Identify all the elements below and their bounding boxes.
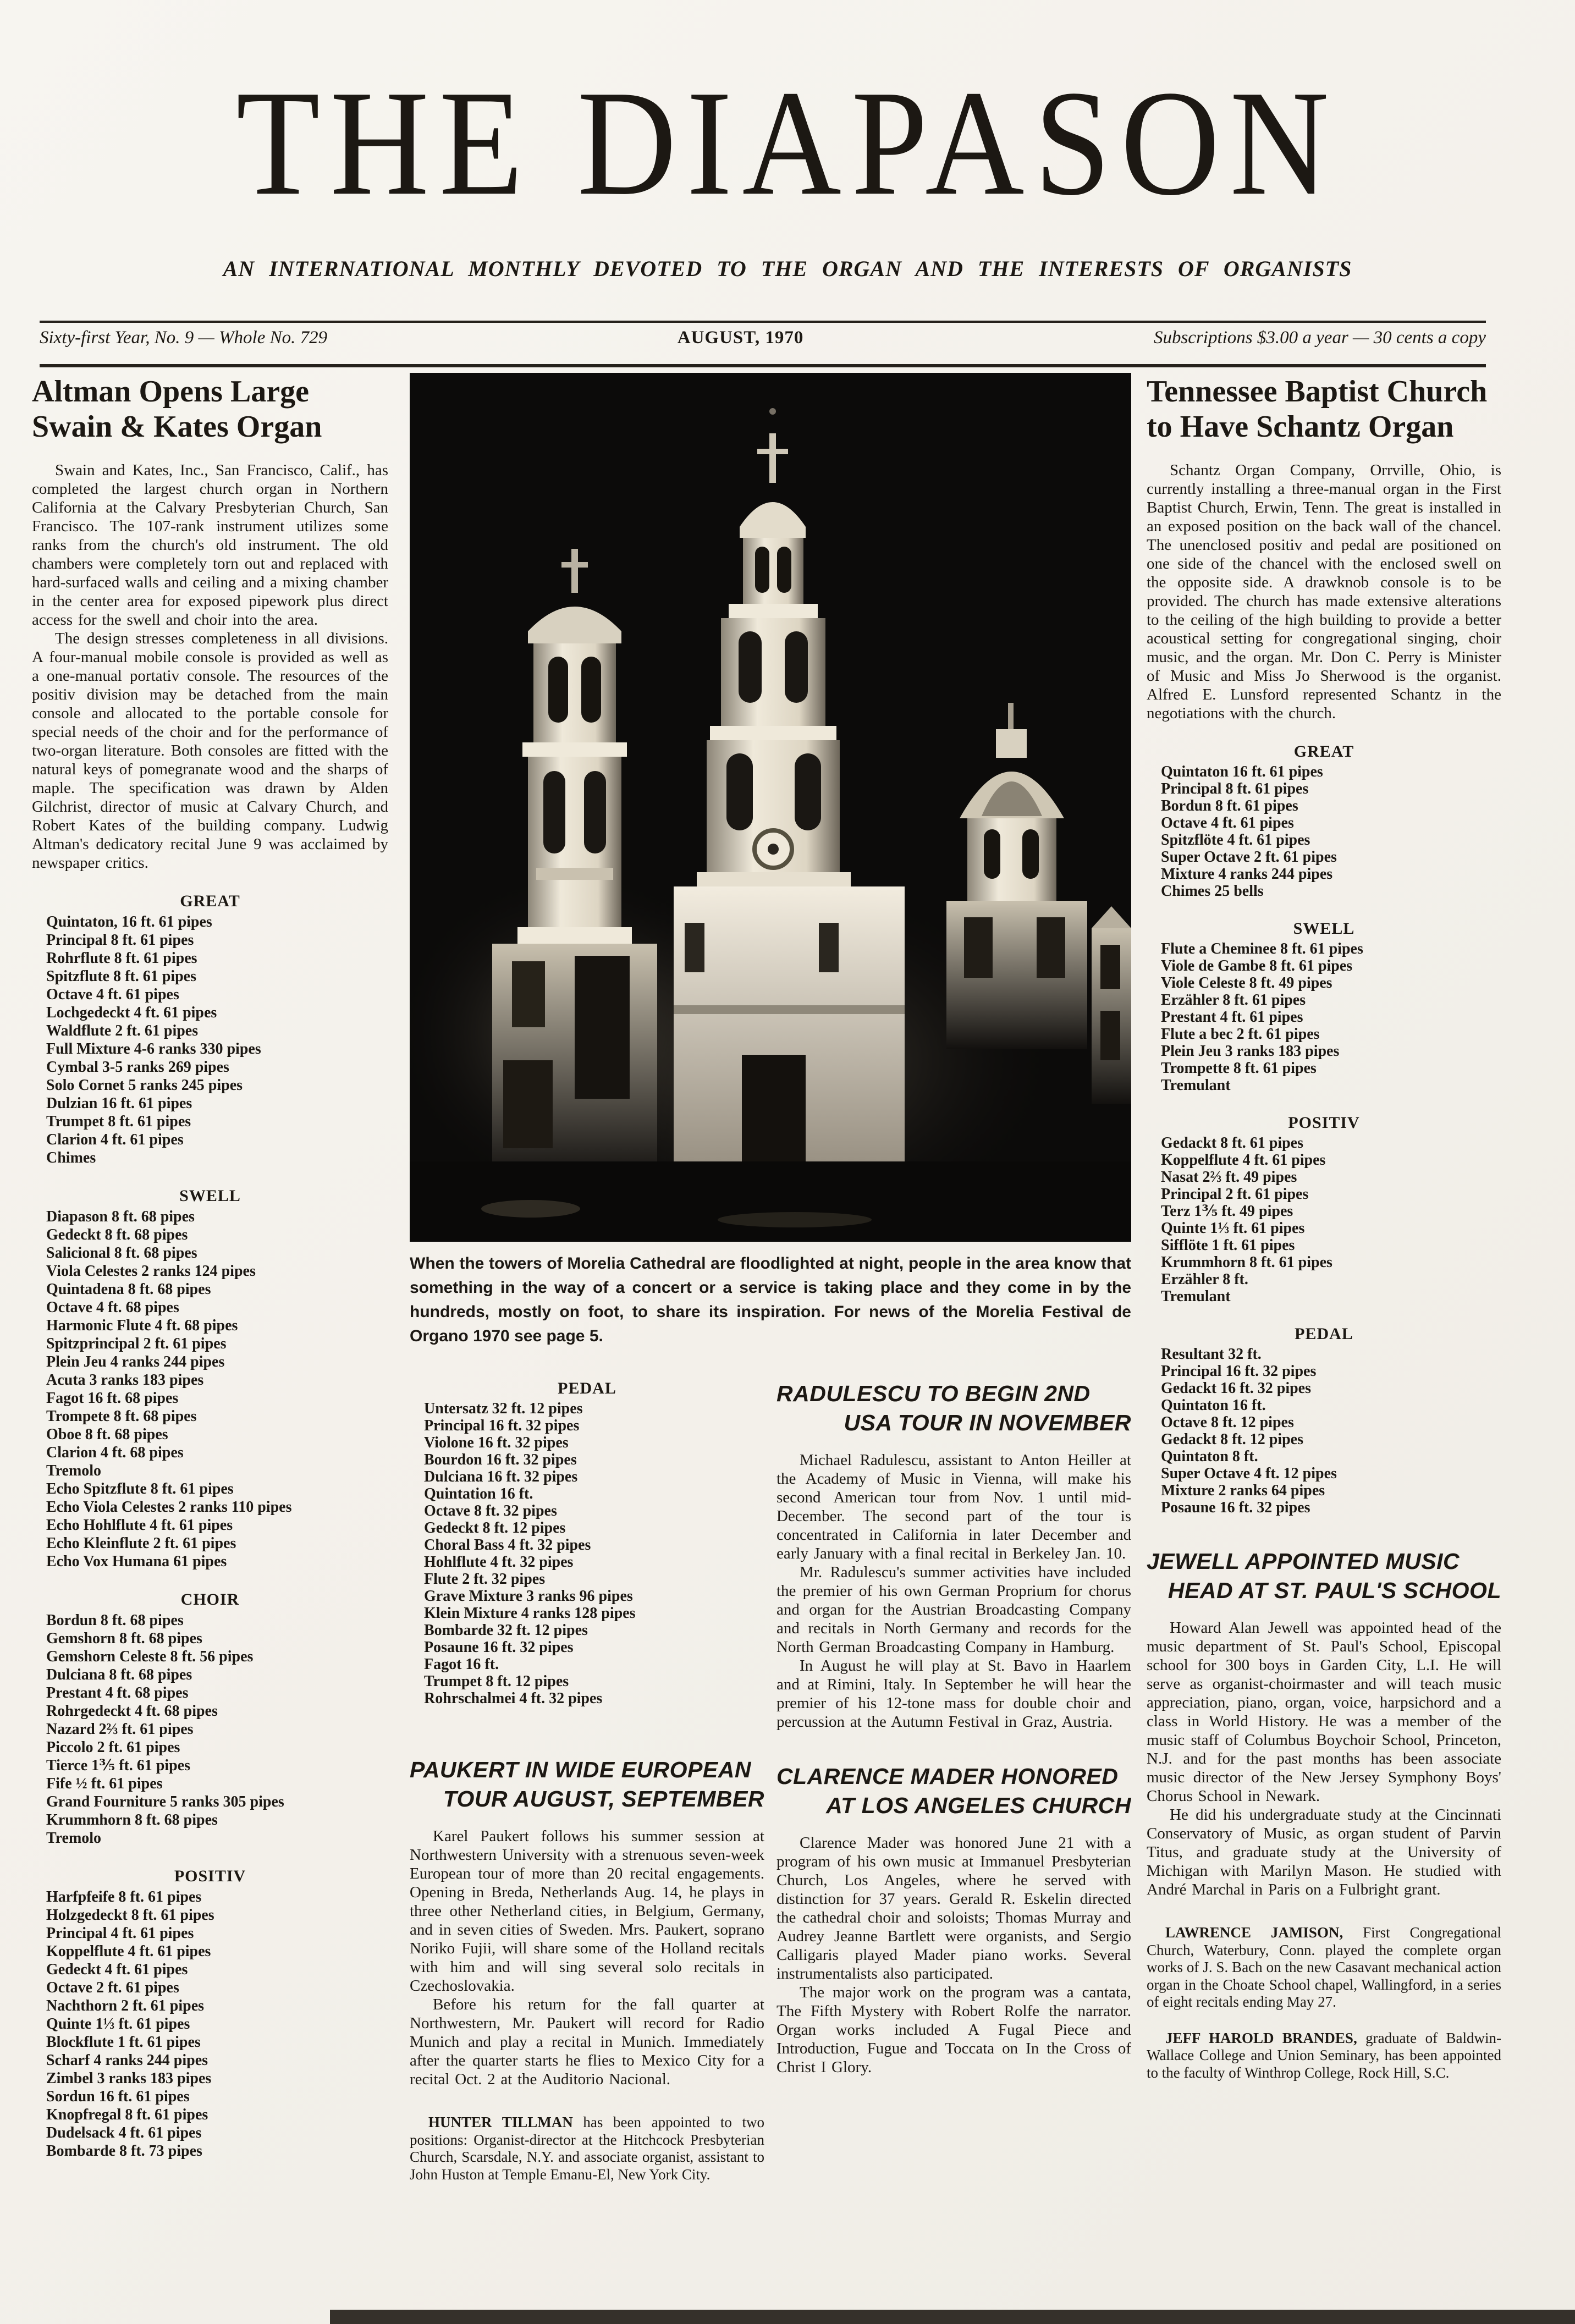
paragraph: He did his undergraduate study at the Cincinnati Conservatory of Music, as organ student of Parvin Titus, and graduate study at the University of Michigan with Marilyn Mason. He studied with André Marchal in Paris on a Fulbright grant.	[1147, 1806, 1501, 1898]
stop-line: Sifflöte 1 ft. 61 pipes	[1161, 1237, 1295, 1254]
stop-line: Spitzflöte 4 ft. 61 pipes	[1161, 831, 1310, 849]
left-column	[32, 374, 388, 2160]
stop-line: Super Octave 4 ft. 12 pipes	[1161, 1465, 1337, 1482]
paragraph: Howard Alan Jewell was appointed head of the music department of St. Paul's School, Episcopal school for 300 boys in Garden City, L.I. He will serve as organist-choirmaster and will teach music appreciation, piano, organ, voice, harpsichord and a class in World History. He was a member of the music staff of Columbus Boychoir School, Princeton, N.J. and for the past months has been associate music director of the New Jersey Symphony Boys' Chorus School in Newark.	[1147, 1619, 1501, 1805]
division-heading: SWELL	[1293, 919, 1355, 938]
stop-line: Grave Mixture 3 ranks 96 pipes	[424, 1588, 633, 1605]
stop-line: Diapason 8 ft. 68 pipes	[46, 1208, 195, 1225]
stop-line: Nachthorn 2 ft. 61 pipes	[46, 1997, 205, 2014]
stop-line: Fife ½ ft. 61 pipes	[46, 1775, 163, 1792]
stop-line: Octave 4 ft. 61 pipes	[1161, 814, 1294, 831]
paragraph: Clarence Mader was honored June 21 with a program of his own music at Immanuel Presbyterian Church, Los Angeles, where he served with distinction for 37 years. Gerald R. Eskelin directed the cathedral choir and soloists; Thomas Murray and Audrey Jeanne Bartlett were organists, and Sergio Calligaris played Mader piano works. Several instrumentalists also participated.	[777, 1834, 1131, 1982]
stop-line: Viole Celeste 8 ft. 49 pipes	[1161, 974, 1332, 992]
positiv-stoplist-right	[1147, 1135, 1501, 1305]
note-rest: First Congregational Church, Waterbury, Conn. played the complete organ works of J. S. Bach on the new Casavant mechanical action organ in the Choate School chapel, Wallingford, in a series of eight recitals ending May 27.	[1147, 1924, 1501, 2010]
swell-stoplist	[32, 1208, 388, 1571]
paragraph: Michael Radulescu, assistant to Anton Heiller at the Academy of Music in Vienna, will make his second American tour from Nov. 1 until mid-December. The second part of the tour is concentrated in California in later December and early January with a final recital in Berkeley Jan. 10.	[777, 1451, 1131, 1562]
stop-line: Posaune 16 ft. 32 pipes	[424, 1639, 574, 1656]
stop-line: Resultant 32 ft.	[1161, 1346, 1262, 1363]
stop-line: Bombarde 8 ft. 73 pipes	[46, 2143, 202, 2160]
stop-line: Principal 16 ft. 32 pipes	[424, 1417, 580, 1434]
paragraph: Schantz Organ Company, Orrville, Ohio, is currently installing a three-manual organ in the First Baptist Church, Erwin, Tenn. The great is installed in an exposed position on the back wall of the chancel. The unenclosed positiv and pedal are positioned on one side of the chancel with the enclosed swell on the opposite side. A drawknob console is to be provided. The church has made extensive alterations to the ceiling of the high building to provide a better acoustical setting for congregational singing, choir music, and the organ. Mr. Don C. Perry is Minister of Music and Miss Jo Sherwood is the organist. Alfred E. Lunsford represented Schantz in the negotiations with the church.	[1147, 461, 1501, 722]
stop-line: Sordun 16 ft. 61 pipes	[46, 2088, 190, 2105]
stop-line: Harmonic Flute 4 ft. 68 pipes	[46, 1317, 238, 1334]
subscription-price: Subscriptions $3.00 a year — 30 cents a copy	[1153, 328, 1486, 348]
division-heading: PEDAL	[1295, 1325, 1353, 1343]
stop-line: Principal 8 ft. 61 pipes	[46, 932, 194, 949]
stop-line: Octave 4 ft. 68 pipes	[46, 1299, 179, 1316]
paukert-body	[410, 1827, 764, 2089]
stop-line: Tremolo	[46, 1830, 102, 1847]
stop-line: Dulzian 16 ft. 61 pipes	[46, 1095, 192, 1112]
left-article-body	[32, 461, 388, 872]
stop-line: Bourdon 16 ft. 32 pipes	[424, 1451, 577, 1468]
stop-line: Choral Bass 4 ft. 32 pipes	[424, 1537, 591, 1554]
stop-line: Rohrflute 8 ft. 61 pipes	[46, 950, 197, 967]
swell-stoplist-right	[1147, 940, 1501, 1094]
stop-line: Octave 8 ft. 32 pipes	[424, 1502, 557, 1519]
division-pedal	[410, 1379, 764, 1707]
paragraph: Karel Paukert follows his summer session at Northwestern University with a strenuous seven-week European tour of more than 20 recital engagements. Opening in Breda, Netherlands Aug. 14, he plays in three other Netherland cities, in Belgium, Germany, and in seven cities of Sweden. Mrs. Paukert, soprano Noriko Fujii, will share some of the Holland recitals with him and will sing several solo recitals in Czechoslovakia.	[410, 1827, 764, 1995]
stop-line: Echo Vox Humana 61 pipes	[46, 1553, 227, 1570]
brandes-note	[1147, 2030, 1501, 2082]
headline-line: to Have Schantz Organ	[1147, 410, 1454, 444]
issue-number: Sixty-first Year, No. 9 — Whole No. 729	[40, 328, 328, 348]
stop-line: Echo Hohlflute 4 ft. 61 pipes	[46, 1517, 233, 1534]
photo-block	[410, 373, 1131, 1365]
stop-line: Dudelsack 4 ft. 61 pipes	[46, 2124, 202, 2141]
stop-line: Grand Fourniture 5 ranks 305 pipes	[46, 1793, 284, 1810]
stop-line: Viola Celestes 2 ranks 124 pipes	[46, 1263, 256, 1280]
division-heading: CHOIR	[180, 1590, 240, 1609]
stop-line: Plein Jeu 4 ranks 244 pipes	[46, 1353, 225, 1370]
stop-line: Super Octave 2 ft. 61 pipes	[1161, 849, 1337, 866]
right-column	[1147, 374, 1501, 2096]
stop-line: Echo Kleinflute 2 ft. 61 pipes	[46, 1535, 236, 1552]
headline-line: Tennessee Baptist Church	[1147, 375, 1488, 409]
headline-line: HEAD AT ST. PAUL'S SCHOOL	[1168, 1578, 1501, 1603]
note-lead: LAWRENCE JAMISON,	[1165, 1924, 1343, 1941]
paragraph: Mr. Radulescu's summer activities have included the premier of his own German Proprium for chorus and organ for the Austrian Broadcasting Company and recitals in North Germany and records for the North German Broadcasting Company in Hamburg.	[777, 1563, 1131, 1656]
stop-line: Tremolo	[46, 1462, 102, 1479]
division-positiv	[32, 1867, 388, 2160]
stop-line: Quinte 1⅓ ft. 61 pipes	[1161, 1220, 1305, 1237]
stop-line: Principal 4 ft. 61 pipes	[46, 1925, 194, 1942]
stop-line: Fagot 16 ft. 68 pipes	[46, 1390, 179, 1407]
division-pedal-right	[1147, 1325, 1501, 1516]
stop-line: Knopfregal 8 ft. 61 pipes	[46, 2106, 208, 2123]
division-choir	[32, 1590, 388, 1847]
great-stoplist	[32, 913, 388, 1167]
stop-line: Bordun 8 ft. 68 pipes	[46, 1612, 184, 1629]
stop-line: Terz 1⅗ ft. 49 pipes	[1161, 1203, 1293, 1220]
stop-line: Quintaton, 16 ft. 61 pipes	[46, 913, 212, 930]
paragraph: Before his return for the fall quarter at Northwestern, Mr. Paukert will record for Radio Munich and play a recital in Munich. Immediately after the quarter starts he flies to Mexico City for a recital Oct. 2 at the Auditorio Nacional.	[410, 1996, 764, 2088]
headline-line: USA TOUR IN NOVEMBER	[844, 1410, 1131, 1435]
stop-line: Echo Spitzflute 8 ft. 61 pipes	[46, 1480, 234, 1497]
stop-line: Octave 8 ft. 12 pipes	[1161, 1414, 1294, 1431]
stop-line: Koppelflute 4 ft. 61 pipes	[1161, 1152, 1326, 1169]
positiv-stoplist	[32, 1888, 388, 2160]
right-article-body	[1147, 461, 1501, 723]
stop-line: Zimbel 3 ranks 183 pipes	[46, 2070, 212, 2087]
stop-line: Gedeckt 4 ft. 61 pipes	[46, 1961, 188, 1978]
stop-line: Piccolo 2 ft. 61 pipes	[46, 1739, 180, 1756]
stop-line: Nazard 2⅔ ft. 61 pipes	[46, 1721, 194, 1738]
stop-line: Dulciana 8 ft. 68 pipes	[46, 1666, 192, 1683]
stop-line: Tremulant	[1161, 1288, 1231, 1305]
mader-headline	[777, 1762, 1131, 1820]
photo-caption: When the towers of Morelia Cathedral are floodlighted at night, people in the area know that something in the way of a concert or a service is taking place and they come in by the hundreds, mostly on foot, to share its inspiration. For news of the Morelia Festival de Organo 1970 see page 5.	[410, 1254, 1131, 1345]
stop-line: Chimes	[46, 1149, 96, 1166]
choir-stoplist	[32, 1611, 388, 1847]
division-swell	[32, 1187, 388, 1571]
stop-line: Scharf 4 ranks 244 pipes	[46, 2052, 208, 2069]
stop-line: Viole de Gambe 8 ft. 61 pipes	[1161, 957, 1353, 974]
masthead-title: THE DIAPASON	[236, 59, 1339, 227]
stop-line: Principal 8 ft. 61 pipes	[1161, 780, 1309, 797]
masthead-subtitle: AN INTERNATIONAL MONTHLY DEVOTED TO THE ORGAN AND THE INTERESTS OF ORGANISTS	[223, 256, 1352, 281]
headline-line: Swain & Kates Organ	[32, 410, 322, 444]
cathedral-photo	[410, 373, 1131, 1242]
division-heading: SWELL	[179, 1187, 241, 1205]
stop-line: Principal 16 ft. 32 pipes	[1161, 1363, 1317, 1380]
stop-line: Chimes 25 bells	[1161, 883, 1264, 900]
pedal-stoplist	[410, 1400, 764, 1707]
division-heading: GREAT	[180, 892, 240, 910]
stop-line: Quintaton 8 ft.	[1161, 1448, 1258, 1465]
stop-line: Violone 16 ft. 32 pipes	[424, 1434, 569, 1451]
headline-line: AT LOS ANGELES CHURCH	[826, 1793, 1131, 1818]
paragraph: Swain and Kates, Inc., San Francisco, Calif., has completed the largest church organ in Northern California at the Calvary Presbyterian Church, San Francisco. The 107-rank instrument utilizes some ranks from the church's old instrument. The old chambers were completely torn out and replaced with hard-surfaced walls and ceiling and a mixing chamber in the center area for exposed pipework plus direct access for the swell and choir into the area.	[32, 461, 388, 629]
division-heading: GREAT	[1293, 742, 1354, 761]
stop-line: Clarion 4 ft. 68 pipes	[46, 1444, 184, 1461]
note-rest: graduate of Baldwin-Wallace College and Union Seminary, has been appointed to the faculty of Winthrop College, Rock Hill, S.C.	[1147, 2029, 1502, 2081]
stop-line: Trumpet 8 ft. 61 pipes	[46, 1113, 191, 1130]
paragraph: The design stresses completeness in all divisions. A four-manual mobile console is provided as well as a one-manual portativ console. The resources of the positiv division may be detached from the main console and allocated to the portable console for special needs of the choir and for the performance of two-organ literature. Both consoles are fitted with the natural keys of pomegranate wood and the sharps of maple. The specification was drawn by Alden Gilchrist, director of music at Calvary Church, and Robert Kates of the building company. Ludwig Altman's dedicatory recital June 9 was acclaimed by newspaper critics.	[32, 630, 388, 872]
stop-line: Spitzflute 8 ft. 61 pipes	[46, 968, 196, 985]
stop-line: Echo Viola Celestes 2 ranks 110 pipes	[46, 1499, 292, 1516]
stop-line: Krummhorn 8 ft. 68 pipes	[46, 1811, 218, 1829]
headline-line: Altman Opens Large	[32, 375, 309, 409]
stop-line: Koppelflute 4 ft. 61 pipes	[46, 1943, 211, 1960]
stop-line: Bordun 8 ft. 61 pipes	[1161, 797, 1298, 814]
stop-line: Cymbal 3-5 ranks 269 pipes	[46, 1059, 229, 1076]
stop-line: Quintadena 8 ft. 68 pipes	[46, 1281, 211, 1298]
headline-line: JEWELL APPOINTED MUSIC	[1147, 1549, 1460, 1574]
stop-line: Gemshorn 8 ft. 68 pipes	[46, 1630, 202, 1647]
right-article-headline	[1147, 374, 1501, 444]
radulescu-body	[777, 1451, 1131, 1731]
far-right-facade	[1092, 906, 1131, 1104]
division-great-right	[1147, 742, 1501, 900]
stop-line: Holzgedeckt 8 ft. 61 pipes	[46, 1907, 214, 1924]
stop-line: Plein Jeu 3 ranks 183 pipes	[1161, 1043, 1340, 1060]
headline-line: PAUKERT IN WIDE EUROPEAN	[410, 1757, 751, 1782]
radulescu-headline	[777, 1379, 1131, 1438]
stop-line: Quintation 16 ft.	[424, 1485, 533, 1502]
stop-line: Bombarde 32 ft. 12 pipes	[424, 1622, 588, 1639]
stop-line: Flute 2 ft. 32 pipes	[424, 1571, 546, 1588]
division-swell-right	[1147, 919, 1501, 1094]
stop-line: Posaune 16 ft. 32 pipes	[1161, 1499, 1310, 1516]
stop-line: Full Mixture 4-6 ranks 330 pipes	[46, 1040, 261, 1058]
stop-line: Gemshorn Celeste 8 ft. 56 pipes	[46, 1648, 254, 1665]
stop-line: Acuta 3 ranks 183 pipes	[46, 1372, 204, 1389]
dateline-rule-bottom	[40, 364, 1486, 367]
stop-line: Quintaton 16 ft. 61 pipes	[1161, 763, 1323, 780]
division-heading: PEDAL	[558, 1379, 616, 1397]
stop-line: Prestant 4 ft. 61 pipes	[1161, 1009, 1303, 1026]
stop-line: Oboe 8 ft. 68 pipes	[46, 1426, 168, 1443]
stop-line: Waldflute 2 ft. 61 pipes	[46, 1022, 199, 1039]
stop-line: Trompette 8 ft. 61 pipes	[1161, 1060, 1317, 1077]
jewell-body	[1147, 1618, 1501, 1899]
stop-line: Prestant 4 ft. 68 pipes	[46, 1684, 189, 1701]
stop-line: Quintaton 16 ft.	[1161, 1397, 1266, 1414]
division-heading: POSITIV	[174, 1867, 246, 1885]
division-heading: POSITIV	[1288, 1114, 1360, 1132]
stop-line: Erzähler 8 ft. 61 pipes	[1161, 992, 1306, 1009]
jamison-note	[1147, 1924, 1501, 2011]
headline-line: RADULESCU TO BEGIN 2ND	[777, 1381, 1091, 1406]
scan-artifact-bottom	[330, 2310, 1575, 2324]
stop-line: Mixture 4 ranks 244 pipes	[1161, 866, 1333, 883]
middle-left-column	[410, 1379, 764, 2198]
stop-line: Trompete 8 ft. 68 pipes	[46, 1408, 197, 1425]
stop-line: Nasat 2⅔ ft. 49 pipes	[1161, 1169, 1297, 1186]
pedal-stoplist-right	[1147, 1346, 1501, 1516]
stop-line: Rohrschalmei 4 ft. 32 pipes	[424, 1690, 603, 1707]
stop-line: Clarion 4 ft. 61 pipes	[46, 1131, 184, 1148]
mader-body	[777, 1833, 1131, 2077]
stop-line: Untersatz 32 ft. 12 pipes	[424, 1400, 583, 1417]
stop-line: Quinte 1⅓ ft. 61 pipes	[46, 2015, 190, 2033]
stop-line: Fagot 16 ft.	[424, 1656, 499, 1673]
stop-line: Trumpet 8 ft. 12 pipes	[424, 1673, 569, 1690]
stop-line: Hohlflute 4 ft. 32 pipes	[424, 1554, 574, 1571]
headline-line: TOUR AUGUST, SEPTEMBER	[443, 1786, 764, 1811]
paragraph: In August he will play at St. Bavo in Haarlem and at Rimini, Italy. In September he will hear the premier of his 12-tone mass for double choir and percussion at the Autumn Festival in Graz, Austria.	[777, 1657, 1131, 1731]
stop-line: Solo Cornet 5 ranks 245 pipes	[46, 1077, 243, 1094]
note-rest: has been appointed to two positions: Organist-director at the Hitchcock Presbyterian Church, Scarsdale, N.Y. and associate organist, assistant to John Huston at Temple Emanu-El, New York City.	[410, 2114, 764, 2183]
stop-line: Harfpfeife 8 ft. 61 pipes	[46, 1888, 202, 1906]
dateline	[40, 328, 1486, 348]
stop-line: Krummhorn 8 ft. 61 pipes	[1161, 1254, 1332, 1271]
stop-line: Blockflute 1 ft. 61 pipes	[46, 2034, 201, 2051]
stop-line: Gedeckt 8 ft. 68 pipes	[46, 1226, 188, 1243]
stop-line: Gedackt 8 ft. 12 pipes	[1161, 1431, 1303, 1448]
stop-line: Salicional 8 ft. 68 pipes	[46, 1244, 197, 1262]
jewell-headline	[1147, 1547, 1501, 1605]
stop-line: Lochgedeckt 4 ft. 61 pipes	[46, 1004, 217, 1021]
stop-line: Octave 2 ft. 61 pipes	[46, 1979, 179, 1996]
headline-line: CLARENCE MADER HONORED	[777, 1764, 1119, 1789]
dateline-rule-top	[40, 321, 1486, 323]
stop-line: Klein Mixture 4 ranks 128 pipes	[424, 1605, 636, 1622]
note-lead: JEFF HAROLD BRANDES,	[1165, 2029, 1357, 2046]
note-lead: HUNTER TILLMAN	[428, 2114, 573, 2130]
issue-date: AUGUST, 1970	[677, 328, 804, 348]
stop-line: Flute a bec 2 ft. 61 pipes	[1161, 1026, 1320, 1043]
great-stoplist-right	[1147, 763, 1501, 900]
division-great	[32, 892, 388, 1167]
stop-line: Dulciana 16 ft. 32 pipes	[424, 1468, 578, 1485]
tillman-note	[410, 2114, 764, 2183]
stop-line: Gedackt 8 ft. 61 pipes	[1161, 1135, 1303, 1152]
middle-right-column	[777, 1379, 1131, 2077]
division-positiv-right	[1147, 1114, 1501, 1305]
stop-line: Gedeckt 8 ft. 12 pipes	[424, 1519, 566, 1537]
stop-line: Rohrgedeckt 4 ft. 68 pipes	[46, 1703, 218, 1720]
stop-line: Tierce 1⅗ ft. 61 pipes	[46, 1757, 191, 1774]
left-article-headline	[32, 374, 388, 444]
stop-line: Principal 2 ft. 61 pipes	[1161, 1186, 1309, 1203]
stop-line: Spitzprincipal 2 ft. 61 pipes	[46, 1335, 227, 1352]
stop-line: Flute a Cheminee 8 ft. 61 pipes	[1161, 940, 1363, 957]
stop-line: Erzähler 8 ft.	[1161, 1271, 1248, 1288]
stop-line: Gedackt 16 ft. 32 pipes	[1161, 1380, 1311, 1397]
stop-line: Mixture 2 ranks 64 pipes	[1161, 1482, 1325, 1499]
paukert-headline	[410, 1755, 764, 1814]
paragraph: The major work on the program was a cantata, The Fifth Mystery with Robert Rolfe the narrator. Organ works included A Fugal Piece and Introduction, Fugue and Toccata on In the Cross of Christ I Glory.	[777, 1984, 1131, 2076]
stop-line: Octave 4 ft. 61 pipes	[46, 986, 179, 1003]
stop-line: Tremulant	[1161, 1077, 1231, 1094]
